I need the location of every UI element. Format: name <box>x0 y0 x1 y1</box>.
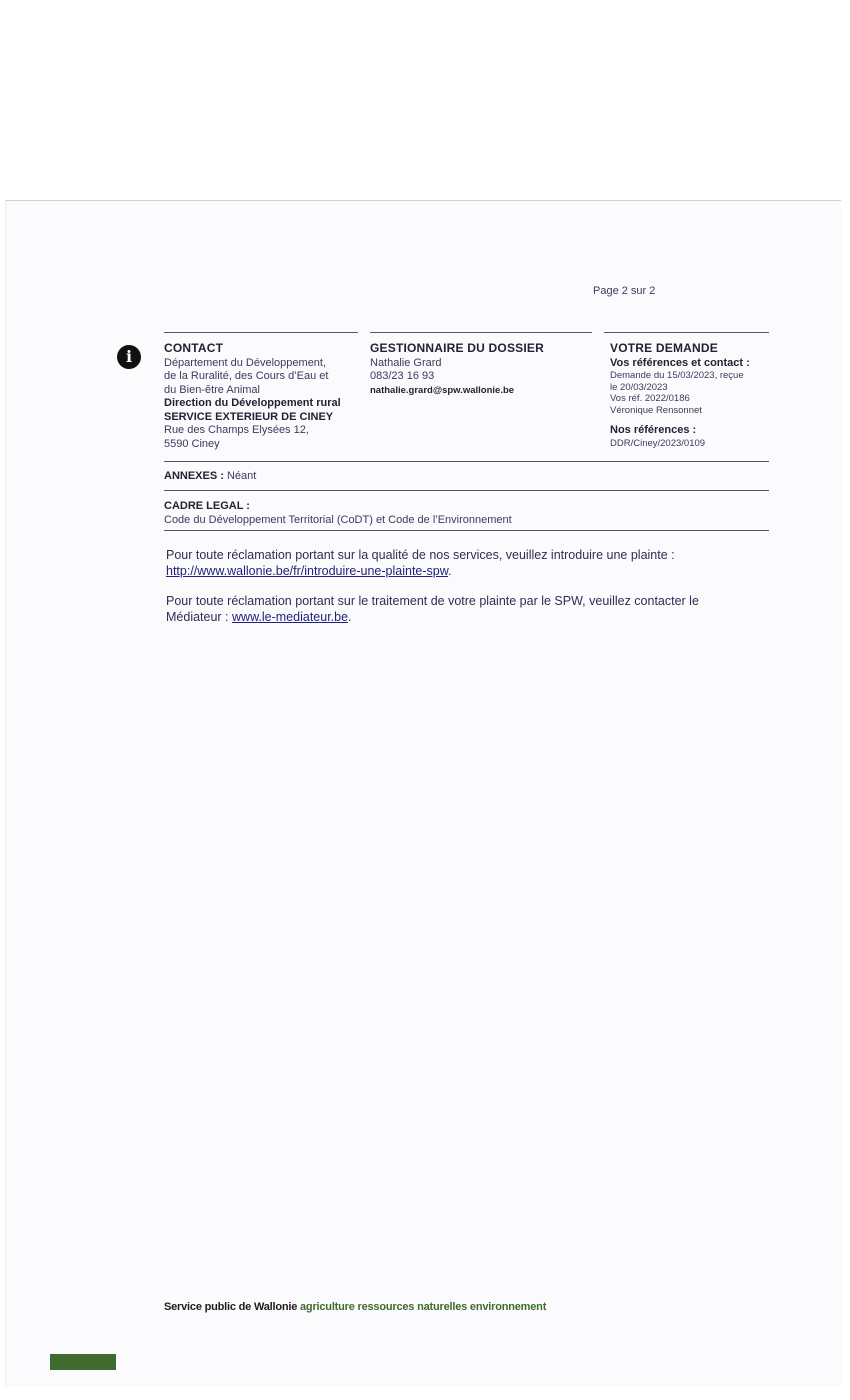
demande-line3: Vos réf. 2022/0186 <box>610 393 690 404</box>
gestionnaire-block <box>370 342 595 397</box>
demande-top-rule <box>604 332 769 333</box>
contact-dept-line3: du Bien-être Animal <box>164 383 260 396</box>
cadre-legal-value: Code du Développement Territorial (CoDT) et Code de l’Environnement <box>164 514 512 526</box>
footer-signature <box>164 1301 546 1313</box>
contact-heading: CONTACT <box>164 341 224 355</box>
demande-refs-label: Vos références et contact : <box>610 356 750 369</box>
footer-org: Service public de Wallonie <box>164 1301 298 1313</box>
annexes-bottom-rule <box>164 490 769 491</box>
brand-green-bar <box>50 1354 116 1370</box>
contact-block <box>164 342 364 451</box>
contact-top-rule <box>164 332 358 333</box>
demande-heading: VOTRE DEMANDE <box>610 341 718 355</box>
gestionnaire-name: Nathalie Grard <box>370 356 442 369</box>
complaint-paragraph <box>166 547 756 579</box>
gestionnaire-email: nathalie.grard@spw.wallonie.be <box>370 384 515 396</box>
legal-bottom-rule <box>164 530 769 531</box>
mediator-end: . <box>348 610 352 624</box>
cadre-legal-block <box>164 499 512 527</box>
demande-line4: Véronique Rensonnet <box>610 404 702 416</box>
contact-dept-line1: Département du Développement, <box>164 356 327 369</box>
complaint-end: . <box>448 564 452 578</box>
annexes-line <box>164 470 256 482</box>
complaint-text: Pour toute réclamation portant sur la qualité de nos services, veuillez introduire une plainte : <box>166 548 675 562</box>
mediator-link[interactable]: www.le-mediateur.be <box>232 610 349 624</box>
annexes-value: Néant <box>226 470 257 482</box>
gestionnaire-top-rule <box>370 332 592 333</box>
cadre-legal-label: CADRE LEGAL : <box>164 500 250 512</box>
gestionnaire-phone: 083/23 16 93 <box>370 370 435 382</box>
contact-service: SERVICE EXTERIEUR DE CINEY <box>164 410 334 423</box>
demande-line1: Demande du 15/03/2023, reçue <box>610 370 744 381</box>
header-bottom-rule <box>164 461 769 462</box>
gestionnaire-heading: GESTIONNAIRE DU DOSSIER <box>370 341 544 355</box>
scan-top-margin <box>0 0 850 200</box>
footer-theme: agriculture ressources naturelles environnement <box>300 1301 547 1313</box>
demande-block <box>610 342 775 449</box>
our-refs-value: DDR/Ciney/2023/0109 <box>610 437 706 449</box>
contact-street: Rue des Champs Elysées 12, <box>164 424 309 436</box>
annexes-label: ANNEXES : <box>164 470 224 482</box>
contact-dept-line2: de la Ruralité, des Cours d’Eau et <box>164 370 329 382</box>
mediator-paragraph <box>166 593 746 625</box>
contact-direction: Direction du Développement rural <box>164 397 341 409</box>
complaint-link[interactable]: http://www.wallonie.be/fr/introduire-une-plainte-spw <box>166 564 449 578</box>
demande-line2: le 20/03/2023 <box>610 381 668 393</box>
page-number: Page 2 sur 2 <box>593 285 656 297</box>
contact-city: 5590 Ciney <box>164 437 220 450</box>
info-icon: i <box>117 345 141 369</box>
our-refs-label: Nos références : <box>610 424 697 436</box>
mediator-text: Pour toute réclamation portant sur le traitement de votre plainte par le SPW, veuillez contacter le Médiateur : <box>166 594 699 624</box>
